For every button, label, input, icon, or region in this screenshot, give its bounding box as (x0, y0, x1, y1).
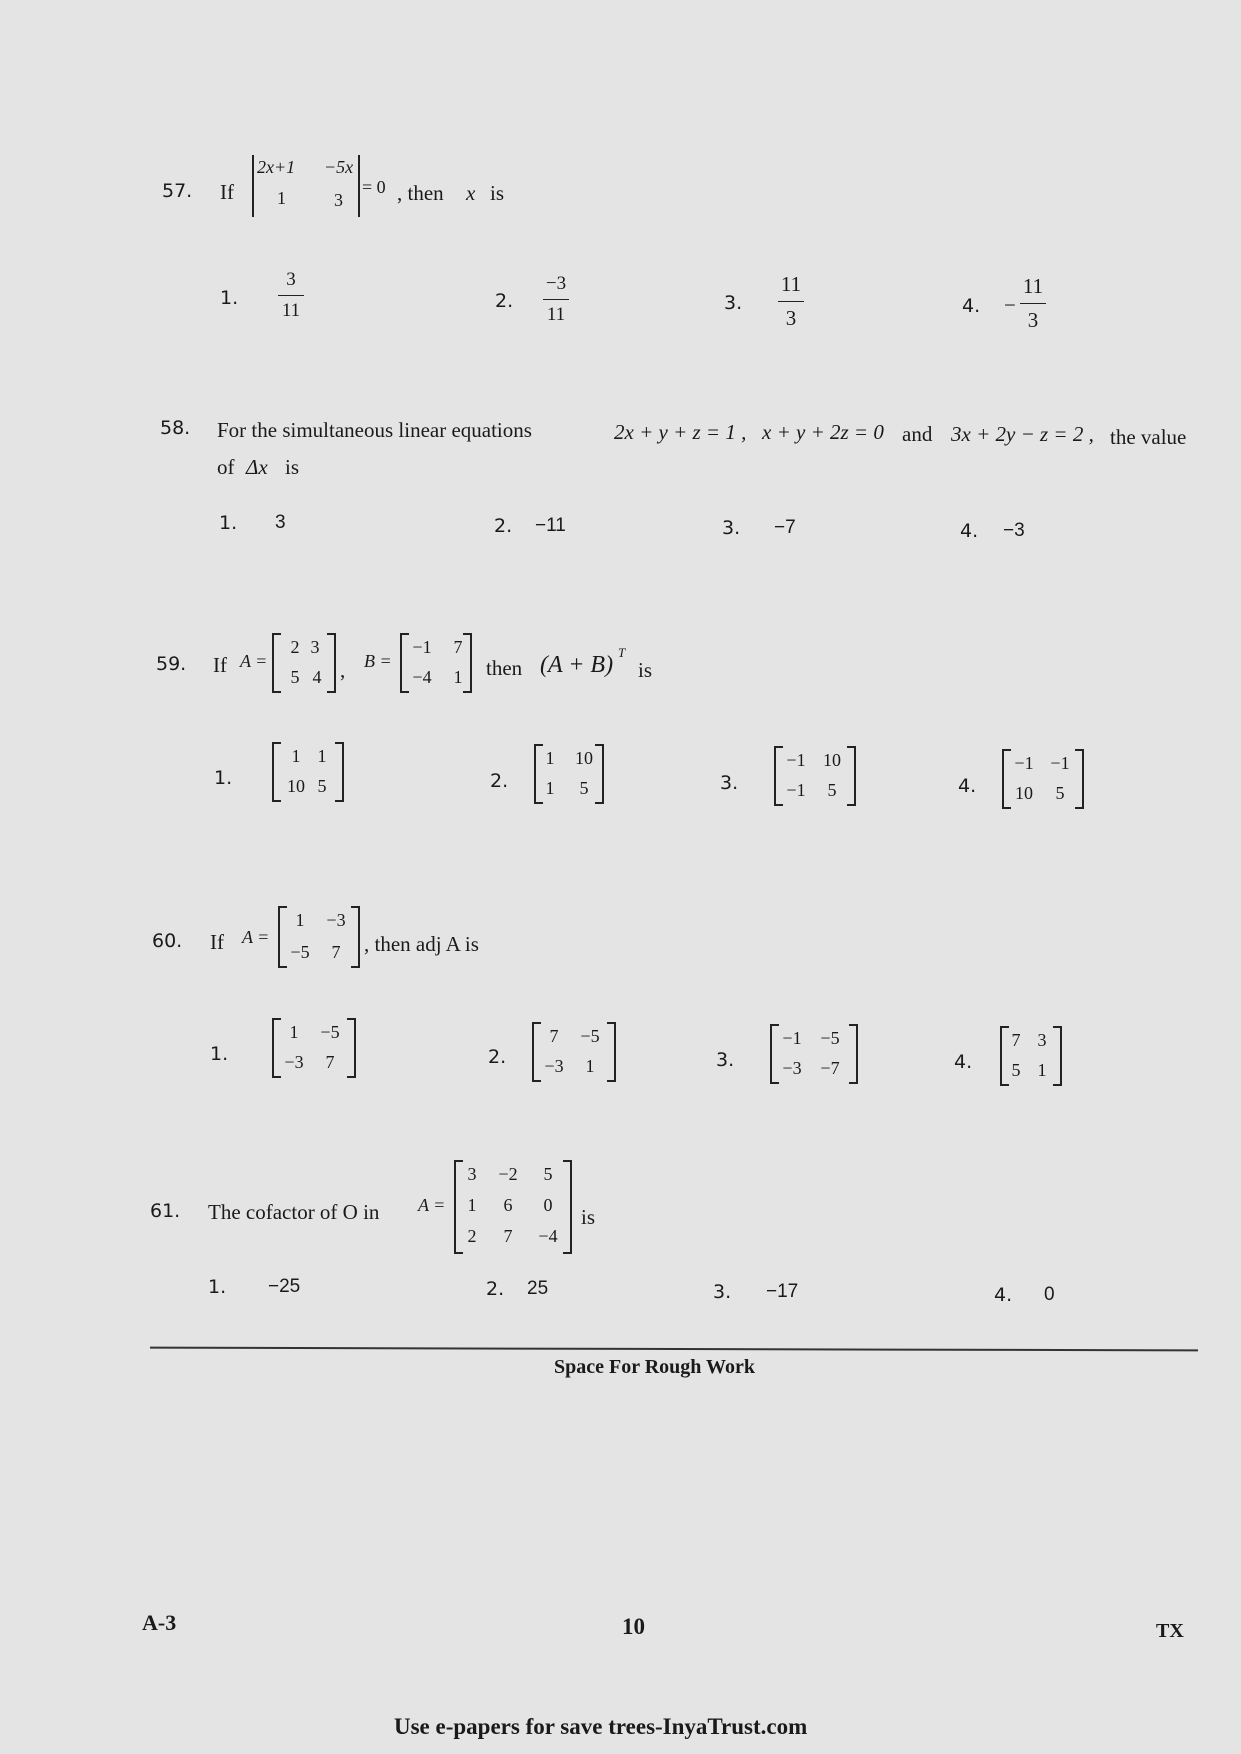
question-text: is (638, 658, 653, 682)
question-number: 61. (150, 1200, 181, 1222)
matrix-B (400, 633, 472, 693)
determinant (252, 155, 360, 217)
page-number: 10 (622, 1614, 645, 1639)
matrix-cell: −4 (538, 1226, 558, 1246)
variable: x (466, 181, 476, 205)
matrix-cell: −3 (544, 1056, 564, 1076)
numerator: −3 (545, 273, 567, 294)
option-value: 0 (1044, 1284, 1055, 1305)
matrix-cell: −5 (290, 942, 310, 962)
option-number: 3. (722, 517, 741, 539)
footer-code: A-3 (142, 1610, 177, 1635)
question-text: , then (397, 181, 444, 205)
matrix-cell: 3 (310, 637, 320, 657)
option-number: 2. (490, 770, 509, 792)
matrix-A (272, 633, 336, 693)
matrix-cell: 10 (575, 748, 593, 768)
matrix-cell: −5 (820, 1028, 840, 1048)
question-number: 58. (160, 417, 191, 439)
matrix-cell: −1 (412, 637, 432, 657)
matrix-cell: 1 (545, 748, 555, 768)
matrix-cell: 5 (317, 776, 327, 796)
rough-work-heading: Space For Rough Work (554, 1356, 755, 1378)
matrix-cell: 10 (287, 776, 305, 796)
matrix-cell: −1 (782, 1028, 802, 1048)
equation: x + y + 2z = 0 (762, 420, 884, 444)
matrix-cell: −2 (498, 1164, 518, 1184)
comma: , (340, 658, 346, 682)
question-text: If (210, 930, 224, 954)
matrix-cell: 7 (1011, 1030, 1021, 1050)
matrix-cell: 10 (1015, 783, 1033, 803)
option-number: 3. (716, 1049, 735, 1071)
matrix-label: A = (242, 927, 270, 947)
option-number: 1. (220, 287, 239, 309)
option-number: 4. (960, 520, 979, 542)
option-number: 2. (495, 290, 514, 312)
option-value: −7 (774, 517, 796, 538)
matrix-cell: 6 (503, 1195, 513, 1215)
matrix-cell: 5 (543, 1164, 553, 1184)
matrix-cell: −1 (1050, 753, 1070, 773)
matrix-cell: 5 (290, 667, 300, 687)
option-matrix (534, 744, 604, 804)
question-text: and (902, 422, 933, 446)
option-value: −17 (766, 1281, 799, 1302)
option-number: 3. (724, 292, 743, 314)
det-cell: 2x+1 (257, 157, 296, 177)
matrix-cell: 7 (503, 1226, 513, 1246)
equation: 2x + y + z = 1 , (614, 420, 747, 444)
option-value: 25 (527, 1278, 549, 1299)
option-number: 1. (210, 1043, 229, 1065)
matrix-cell: 1 (585, 1056, 595, 1076)
option-matrix (770, 1024, 858, 1084)
matrix-cell: 1 (545, 778, 555, 798)
matrix-label: A = (418, 1195, 446, 1215)
option-number: 1. (208, 1276, 227, 1298)
matrix-cell: 7 (325, 1052, 335, 1072)
matrix-cell: −1 (786, 780, 806, 800)
option-number: 3. (720, 772, 739, 794)
option-fraction (1020, 274, 1046, 333)
option-number: 3. (713, 1281, 732, 1303)
matrix-cell: 1 (1037, 1060, 1047, 1080)
equation: 3x + 2y − z = 2 , (951, 422, 1094, 446)
option-number: 4. (994, 1284, 1013, 1306)
superscript: T (618, 645, 626, 660)
question-text: is (490, 181, 505, 205)
question-text: of (217, 455, 235, 479)
matrix-cell: −1 (786, 750, 806, 770)
matrix-cell: 1 (291, 746, 301, 766)
matrix-label: A = (240, 651, 268, 671)
matrix-cell: 5 (579, 778, 589, 798)
matrix-cell: 1 (467, 1195, 477, 1215)
option-matrix (774, 746, 856, 806)
det-cell: 1 (277, 188, 286, 208)
matrix-cell: 5 (1055, 783, 1065, 803)
matrix-cell: 1 (295, 910, 305, 930)
det-cell: −5x (324, 157, 354, 177)
matrix-A (278, 906, 360, 968)
matrix-cell: −5 (580, 1026, 600, 1046)
denominator: 11 (281, 300, 301, 321)
matrix-cell: 3 (467, 1164, 477, 1184)
numerator: 11 (1022, 274, 1044, 298)
numerator: 3 (286, 269, 296, 290)
matrix-cell: −5 (320, 1022, 340, 1042)
option-fraction (778, 272, 804, 331)
matrix-cell: 2 (290, 637, 300, 657)
option-matrix (272, 742, 344, 802)
matrix-cell: 10 (823, 750, 841, 770)
matrix-cell: −3 (782, 1058, 802, 1078)
question-number: 60. (152, 930, 183, 952)
option-number: 1. (219, 512, 238, 534)
matrix-cell: −4 (412, 667, 432, 687)
option-matrix (1000, 1026, 1062, 1086)
question-text: For the simultaneous linear equations (217, 418, 532, 442)
matrix-cell: 5 (827, 780, 837, 800)
option-matrix (1002, 749, 1084, 809)
question-text: is (581, 1205, 596, 1229)
matrix-cell: 1 (317, 746, 327, 766)
matrix-cell: −1 (1014, 753, 1034, 773)
matrix-cell: 0 (543, 1195, 553, 1215)
option-number: 4. (962, 295, 981, 317)
question-text: is (285, 455, 300, 479)
question-text: the value (1110, 425, 1187, 449)
matrix-cell: −3 (284, 1052, 304, 1072)
matrix-cell: 7 (453, 637, 463, 657)
option-number: 4. (958, 775, 977, 797)
matrix-cell: 7 (549, 1026, 559, 1046)
question-number: 59. (156, 653, 187, 675)
matrix-cell: 1 (289, 1022, 299, 1042)
option-number: 2. (488, 1046, 507, 1068)
option-value: −3 (1003, 520, 1025, 541)
matrix-cell: 5 (1011, 1060, 1021, 1080)
watermark-banner: Use e-papers for save trees-InyaTrust.com (394, 1714, 808, 1739)
option-number: 2. (486, 1278, 505, 1300)
variable: Δx (246, 455, 268, 479)
question-text: , then adj A is (364, 932, 479, 956)
question-number: 57. (162, 180, 193, 202)
option-value: 3 (275, 512, 286, 533)
matrix-cell: 7 (331, 942, 341, 962)
matrix-cell: 4 (312, 667, 322, 687)
expression: (A + B) (540, 652, 614, 678)
matrix-cell: 1 (453, 667, 463, 687)
matrix-label: B = (364, 651, 392, 671)
matrix-A (454, 1160, 572, 1254)
option-value: −11 (535, 515, 566, 536)
matrix-cell: −3 (326, 910, 346, 930)
question-text: then (486, 656, 523, 680)
equals-zero: = 0 (362, 177, 386, 197)
matrix-cell: −7 (820, 1058, 840, 1078)
denominator: 11 (546, 304, 566, 325)
option-number: 4. (954, 1051, 973, 1073)
denominator: 3 (1027, 308, 1039, 332)
option-number: 1. (214, 767, 233, 789)
matrix-cell: 3 (1037, 1030, 1047, 1050)
question-text: If (213, 653, 227, 677)
footer-series: TX (1156, 1620, 1184, 1642)
option-fraction (543, 273, 569, 326)
option-matrix (272, 1018, 356, 1078)
denominator: 3 (785, 306, 797, 330)
option-matrix (532, 1022, 616, 1082)
det-cell: 3 (334, 190, 343, 210)
question-text: The cofactor of O in (208, 1200, 380, 1224)
numerator: 11 (780, 272, 802, 296)
option-value: −25 (268, 1276, 301, 1297)
minus-sign: − (1004, 293, 1016, 317)
divider-line (150, 1347, 1198, 1352)
option-fraction (278, 269, 304, 322)
matrix-cell: 2 (467, 1226, 477, 1246)
option-number: 2. (494, 515, 513, 537)
question-text: If (220, 180, 234, 204)
